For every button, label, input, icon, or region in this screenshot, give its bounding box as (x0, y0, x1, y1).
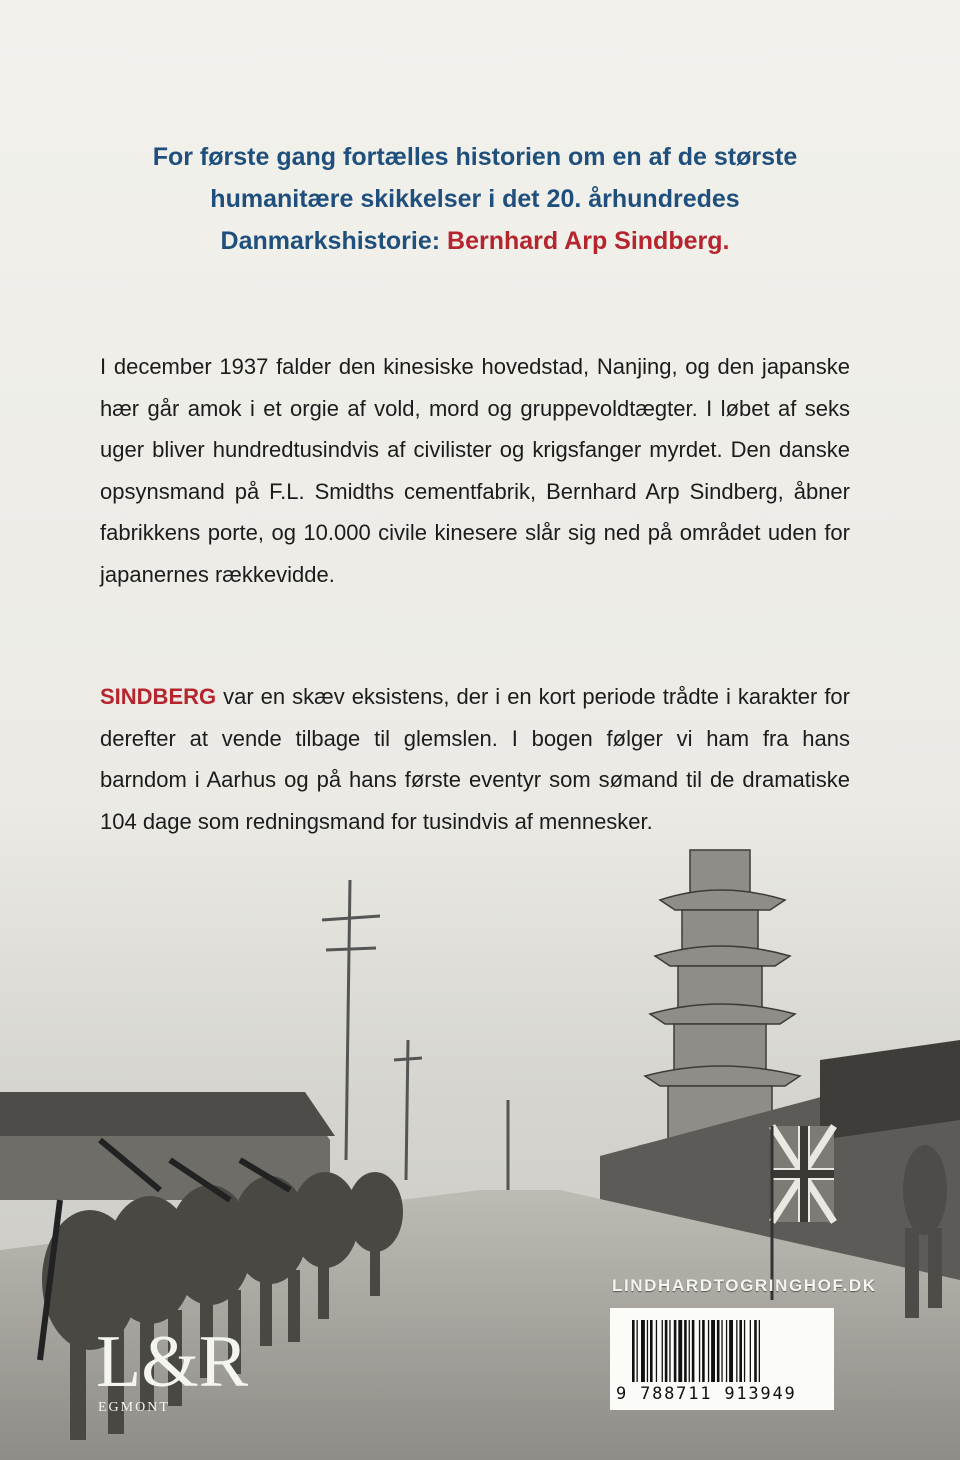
tagline-subject-name: Bernhard Arp Sindberg. (447, 227, 730, 255)
tagline-line-2: humanitære skikkelser i det 20. århundredes (210, 185, 740, 213)
barcode-bar (711, 1320, 715, 1382)
publisher-imprint: EGMONT (98, 1400, 170, 1415)
barcode-bar (665, 1320, 668, 1382)
barcode-bar (699, 1320, 700, 1382)
barcode-bar (656, 1320, 657, 1382)
barcode-bar (750, 1320, 751, 1382)
paragraph-lead-word: SINDBERG (100, 684, 217, 709)
isbn-number: 9 788711 913949 (616, 1384, 797, 1404)
barcode-bar (739, 1320, 742, 1382)
tagline-line-1: For første gang fortælles historien om en af de største (152, 143, 798, 171)
barcode-bar (669, 1320, 670, 1382)
description-paragraph-1: I december 1937 falder den kinesiske hovedstad, Nanjing, og den japanske hær går amok i et orgie af vold, mord og gruppevoldtægter. I løbet af seks uger bliver hundredtusindvis af civilister og krigsfanger myrdet. Den danske opsynsmand på F.L. Smidths cementfabrik, Bernhard Arp Sindberg, åbner fabrikkens porte, og 10.000 civile kinesere slår sig ned på området uden for japanernes rækkevidde. (100, 354, 850, 587)
barcode-bar (674, 1320, 677, 1382)
barcode-bar (689, 1320, 690, 1382)
tagline-line-3 (60, 220, 890, 262)
barcode-bar (736, 1320, 737, 1382)
barcode-bar (650, 1320, 653, 1382)
isbn-barcode (610, 1308, 834, 1410)
tagline-line-3-text: Danmarkshistorie: (220, 227, 448, 255)
barcode-bar (692, 1320, 695, 1382)
barcode-bar (684, 1320, 687, 1382)
barcode-bar (726, 1320, 727, 1382)
barcode-bar (647, 1320, 648, 1382)
barcode-bar (641, 1320, 645, 1382)
publisher-logo-text: L&R (96, 1321, 249, 1403)
barcode-bar (702, 1320, 705, 1382)
barcode-bar (744, 1320, 745, 1382)
barcode-bar (759, 1320, 760, 1382)
description-paragraph-2 (100, 676, 850, 842)
barcode-bar (717, 1320, 720, 1382)
barcode-bar (721, 1320, 722, 1382)
barcode-bar (637, 1320, 638, 1382)
barcode-bar (662, 1320, 663, 1382)
barcode-bar (708, 1320, 709, 1382)
roof-left (0, 1092, 335, 1136)
barcode-bar (632, 1320, 635, 1382)
barcode-bar (678, 1320, 682, 1382)
publisher-website: LINDHARDTOGRINGHOF.DK (612, 1276, 877, 1295)
barcode-bar (754, 1320, 757, 1382)
paragraph-2-text: var en skæv eksistens, der i en kort periode trådte i karakter for derefter at vende tilbage til glemslen. I bogen følger vi ham fra hans barndom i Aarhus og på hans første eventyr som sømand til de dramatiske 104 dage som redningsmand for tusindvis af mennesker. (100, 684, 850, 834)
tagline (60, 136, 890, 262)
barcode-bar (729, 1320, 733, 1382)
